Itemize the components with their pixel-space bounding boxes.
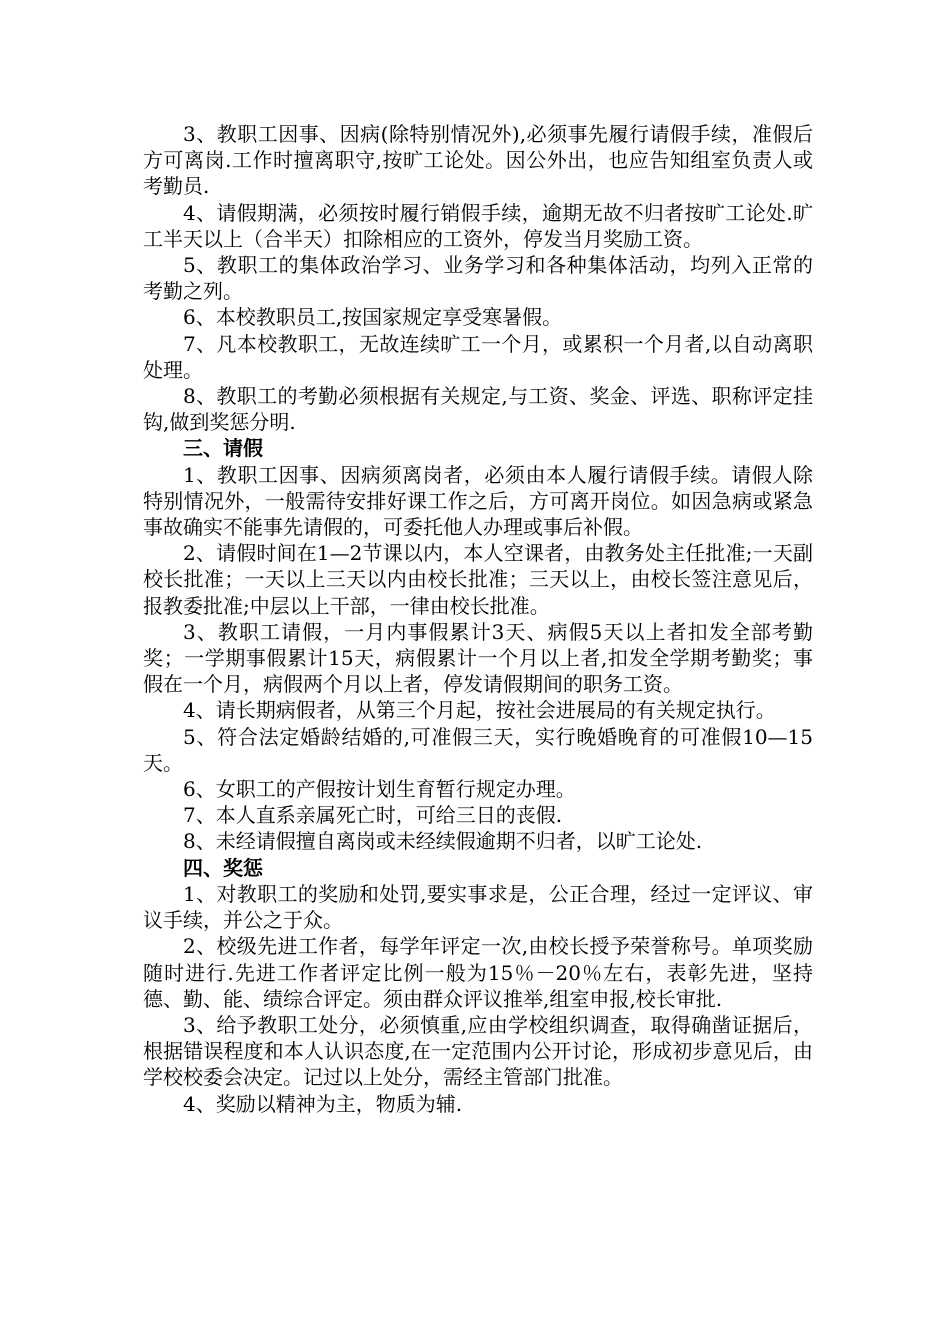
- section-heading-leave: 三、请假: [183, 436, 263, 461]
- leave-rule-5: 5、符合法定婚龄结婚的,可准假三天，实行晚婚晚育的可准假10—15天。: [143, 724, 813, 775]
- attendance-rule-7: 7、凡本校教职工，无故连续旷工一个月，或累积一个月者,以自动离职处理。: [143, 331, 813, 382]
- leave-rule-6: 6、女职工的产假按计划生育暂行规定办理。: [183, 777, 576, 802]
- attendance-rule-6: 6、本校教职员工,按国家规定享受寒暑假。: [183, 305, 563, 330]
- attendance-rule-3: 3、教职工因事、因病(除特别情况外),必须事先履行请假手续，准假后方可离岗.工作时擅离职守,按旷工论处。因公外出，也应告知组室负责人或考勤员.: [143, 122, 813, 199]
- document-page: [143, 121, 813, 1117]
- reward-rule-2: 2、校级先进工作者，每学年评定一次,由校长授予荣誉称号。单项奖励随时进行.先进工作者评定比例一般为15％－20％左右，表彰先进，坚持德、勤、能、绩综合评定。须由群众评议推举,组室申报,校长审批.: [143, 934, 813, 1011]
- reward-rule-3: 3、给予教职工处分，必须慎重,应由学校组织调查，取得确凿证据后，根据错误程度和本人认识态度,在一定范围内公开讨论，形成初步意见后，由学校校委会决定。记过以上处分，需经主管部门批准。: [143, 1012, 813, 1090]
- attendance-rule-8: 8、教职工的考勤必须根据有关规定,与工资、奖金、评选、职称评定挂钩,做到奖惩分明.: [143, 384, 813, 435]
- leave-rule-7: 7、本人直系亲属死亡时，可给三日的丧假.: [183, 803, 563, 828]
- section-heading-rewards: 四、奖惩: [183, 855, 263, 880]
- leave-rule-8: 8、未经请假擅自离岗或未经续假逾期不归者，以旷工论处.: [183, 829, 703, 854]
- reward-rule-1: 1、对教职工的奖励和处罚,要实事求是，公正合理，经过一定评议、审议手续，并公之于众。: [143, 881, 813, 933]
- leave-rule-3: 3、教职工请假，一月内事假累计3天、病假5天以上者扣发全部考勤奖；一学期事假累计15天，病假累计一个月以上者,扣发全学期考勤奖；事假在一个月，病假两个月以上者，停发请假期间的职务工资。: [143, 619, 813, 697]
- leave-rule-1: 1、教职工因事、因病须离岗者，必须由本人履行请假手续。请假人除特别情况外，一般需待安排好课工作之后，方可离开岗位。如因急病或紧急事故确实不能事先请假的，可委托他人办理或事后补假。: [143, 462, 813, 540]
- reward-rule-4: 4、奖励以精神为主，物质为辅.: [183, 1091, 463, 1116]
- leave-rule-4: 4、请长期病假者，从第三个月起，按社会进展局的有关规定执行。: [183, 698, 776, 723]
- attendance-rule-4: 4、请假期满，必须按时履行销假手续，逾期无故不归者按旷工论处.旷工半天以上（合半天）扣除相应的工资外，停发当月奖励工资。: [143, 200, 813, 251]
- attendance-rule-5: 5、教职工的集体政治学习、业务学习和各种集体活动，均列入正常的考勤之列。: [143, 253, 813, 304]
- leave-rule-2: 2、请假时间在1—2节课以内，本人空课者，由教务处主任批准;一天副校长批准；一天以上三天以内由校长批准；三天以上，由校长签注意见后，报教委批准;中层以上干部，一律由校长批准。: [143, 541, 813, 618]
